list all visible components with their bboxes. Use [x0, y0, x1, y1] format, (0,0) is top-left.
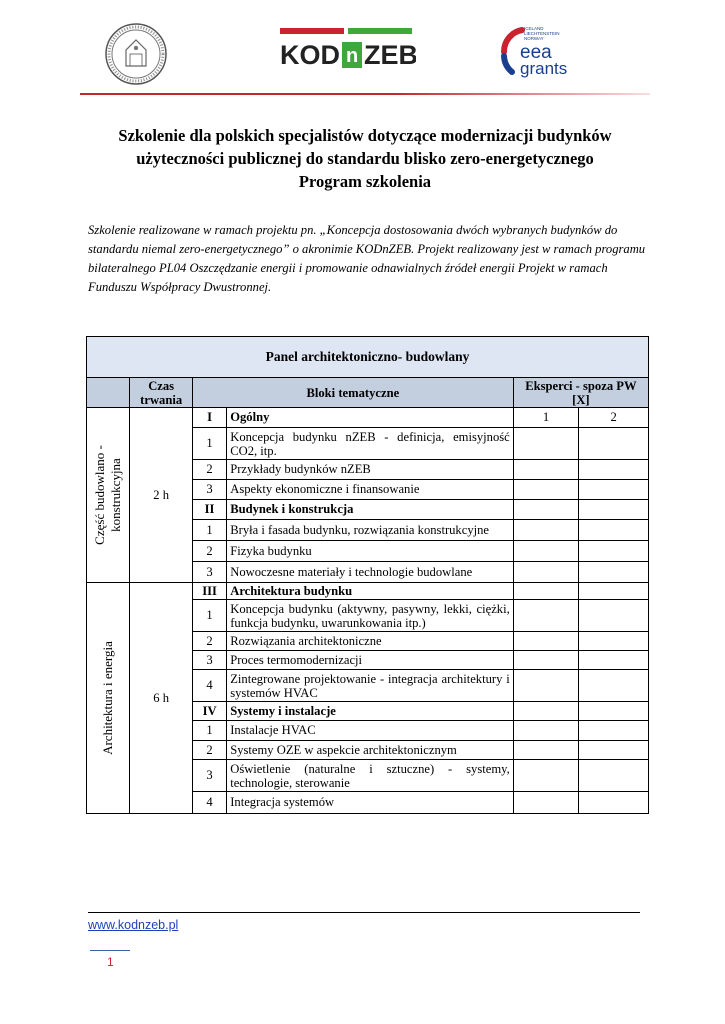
title-line-2: użyteczności publicznej do standardu blisko zero-energetycznego: [136, 149, 594, 168]
expert-cell: [513, 721, 579, 741]
title-line-3: Program szkolenia: [298, 172, 432, 191]
table-row: [87, 583, 649, 600]
expert-cell: [579, 520, 649, 541]
corner-header-cell: [87, 378, 130, 408]
eea-country-2: LIECHTENSTEIN: [524, 31, 560, 36]
row-topic: Oświetlenie (naturalne i sztuczne) - systemy, technologie, sterowanie: [227, 760, 514, 792]
row-topic: Budynek i konstrukcja: [227, 500, 514, 520]
row-number: 3: [192, 480, 226, 500]
expert-cell: [513, 583, 579, 600]
expert-col-1: 1: [513, 408, 579, 428]
row-number: I: [192, 408, 226, 428]
expert-cell: [513, 792, 579, 814]
part1-label: Część budowlano - konstrukcyjna: [92, 445, 124, 545]
expert-cell: [579, 792, 649, 814]
part2-time: 6 h: [130, 583, 193, 814]
eea-word: eea: [520, 42, 552, 63]
expert-cell: [579, 702, 649, 721]
row-number: 2: [192, 632, 226, 651]
program-table: [86, 336, 649, 814]
expert-cell: [579, 651, 649, 670]
row-topic: Aspekty ekonomiczne i finansowanie: [227, 480, 514, 500]
expert-cell: [513, 500, 579, 520]
expert-cell: [513, 562, 579, 583]
expert-cell: [513, 520, 579, 541]
row-number: 1: [192, 721, 226, 741]
row-topic: Bryła i fasada budynku, rozwiązania konstrukcyjne: [227, 520, 514, 541]
row-topic: Proces termomodernizacji: [227, 651, 514, 670]
expert-cell: [513, 480, 579, 500]
expert-cell: [513, 670, 579, 702]
expert-cell: [513, 760, 579, 792]
row-number: IV: [192, 702, 226, 721]
row-number: 3: [192, 651, 226, 670]
row-number: 4: [192, 792, 226, 814]
kod-logo-right: ZEB: [364, 40, 416, 70]
expert-cell: [579, 632, 649, 651]
page-number-rule: [90, 950, 130, 951]
row-number: 1: [192, 428, 226, 460]
footer-divider: [88, 912, 640, 913]
expert-cell: [579, 428, 649, 460]
expert-cell: [579, 562, 649, 583]
row-number: 3: [192, 760, 226, 792]
part1-label-cell: [87, 408, 130, 583]
expert-cell: [579, 583, 649, 600]
footer-website-link[interactable]: www.kodnzeb.pl: [88, 918, 179, 932]
row-topic: Fizyka budynku: [227, 541, 514, 562]
row-number: 1: [192, 520, 226, 541]
row-topic: Zintegrowane projektowanie - integracja architektury i systemów HVAC: [227, 670, 514, 702]
expert-cell: [579, 480, 649, 500]
part2-label-cell: [87, 583, 130, 814]
expert-cell: [579, 760, 649, 792]
row-number: 4: [192, 670, 226, 702]
row-number: II: [192, 500, 226, 520]
row-topic: Nowoczesne materiały i technologie budowlane: [227, 562, 514, 583]
row-topic: Ogólny: [227, 408, 514, 428]
row-topic: Systemy OZE w aspekcie architektonicznym: [227, 741, 514, 760]
row-number: 2: [192, 541, 226, 562]
header-divider: [80, 93, 650, 95]
part1-time: 2 h: [130, 408, 193, 583]
expert-cell: [579, 721, 649, 741]
row-number: 3: [192, 562, 226, 583]
table-row: [87, 408, 649, 428]
col-header-bloki: Bloki tematyczne: [192, 378, 513, 408]
title-line-1: Szkolenie dla polskich specjalistów dotyczące modernizacji budynków: [118, 126, 612, 145]
row-number: 2: [192, 741, 226, 760]
expert-cell: [513, 428, 579, 460]
intro-paragraph: Szkolenie realizowane w ramach projektu pn. „Koncepcja dostosowania dwóch wybranych budynków do standardu niemal zero-energetycznego” o akronimie KODnZEB. Projekt realizowany jest w ramach programu bilateralnego PL04 Oszczędzanie energii i promowanie odnawialnych źródeł energii Projekt w ramach Funduszu Współpracy Dwustronnej.: [88, 223, 646, 294]
grants-word: grants: [520, 59, 568, 78]
expert-cell: [513, 541, 579, 562]
expert-cell: [513, 600, 579, 632]
expert-cell: [513, 632, 579, 651]
row-topic: Koncepcja budynku nZEB - definicja, emisyjność CO2, itp.: [227, 428, 514, 460]
row-topic: Koncepcja budynku (aktywny, pasywny, lekki, ciężki, funkcja budynku, uwarunkowania itp.): [227, 600, 514, 632]
expert-cell: [579, 500, 649, 520]
row-number: 1: [192, 600, 226, 632]
expert-cell: [513, 460, 579, 480]
expert-cell: [579, 600, 649, 632]
row-number: 2: [192, 460, 226, 480]
expert-col-2: 2: [579, 408, 649, 428]
panel-title: Panel architektoniczno- budowlany: [87, 337, 649, 378]
expert-cell: [579, 541, 649, 562]
expert-cell: [579, 460, 649, 480]
row-number: III: [192, 583, 226, 600]
expert-cell: [579, 670, 649, 702]
col-header-czas: Czas trwania: [130, 378, 193, 408]
eea-country-1: ICELAND: [524, 26, 544, 31]
kod-logo-left: KOD: [280, 40, 340, 70]
kodnzeb-logo: [280, 26, 416, 72]
part2-label: Architektura i energia: [100, 641, 116, 755]
row-topic: Instalacje HVAC: [227, 721, 514, 741]
expert-cell: [513, 651, 579, 670]
expert-cell: [513, 702, 579, 721]
expert-cell: [513, 741, 579, 760]
col-header-eksperci: Eksperci - spoza PW [X]: [513, 378, 648, 408]
row-topic: Rozwiązania architektoniczne: [227, 632, 514, 651]
eea-grants-logo: [494, 22, 604, 82]
row-topic: Systemy i instalacje: [227, 702, 514, 721]
eea-country-3: NORWAY: [524, 36, 544, 41]
document-title: [70, 124, 660, 193]
expert-cell: [579, 741, 649, 760]
row-topic: Architektura budynku: [227, 583, 514, 600]
row-topic: Przykłady budynków nZEB: [227, 460, 514, 480]
row-topic: Integracja systemów: [227, 792, 514, 814]
university-seal-logo: [104, 22, 168, 86]
page-number: 1: [107, 955, 114, 969]
kod-logo-mid: n: [346, 45, 359, 67]
